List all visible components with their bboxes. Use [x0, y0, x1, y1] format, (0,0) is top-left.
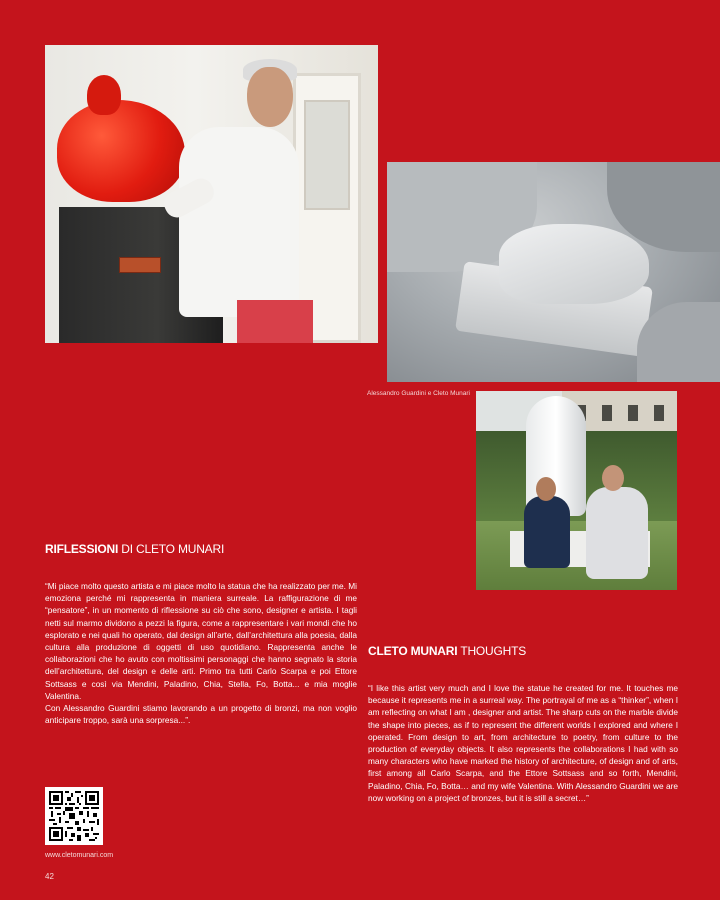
website-link[interactable]: www.cletomunari.com [45, 852, 114, 859]
photo-caption: Alessandro Guardini e Cleto Munari [367, 390, 470, 397]
italian-heading [45, 542, 224, 556]
photo-artist-portrait [45, 45, 378, 343]
english-heading [368, 644, 526, 658]
italian-body [45, 580, 357, 726]
photo-marble-sculpture [387, 162, 720, 382]
english-heading-bold: CLETO MUNARI [368, 644, 458, 658]
italian-paragraph-2: Con Alessandro Guardini stiamo lavorando a un progetto di bronzi, ma non voglio anticipare troppo, sarà una sorpresa...”. [45, 703, 357, 726]
italian-heading-bold: RIFLESSIONI [45, 542, 119, 556]
qr-code-icon [49, 791, 99, 841]
page-number: 42 [45, 872, 54, 881]
qr-code[interactable] [45, 787, 103, 845]
english-body: “I like this artist very much and I love the statue he created for me. It touches me because it represents me in a surreal way. The portrayal of me as a “thinker”, when I am reflecting on what I am , designer and artist. The sharp cuts on the marble divide the shape into pieces, as if to represent the different worlds I explored and where I operated. From design to art, from architecture to poetry, from culture to the production of everyday objects. It also represents the collaborations I had with so many characters who have marked the history of architecture, of design and of arts, first among all Carlo Scarpa, and the Ettore Sottsass and so forth, Mendini, Paladino, Chia, Fo, Botta… and my wife Valentina. With Alessandro Guardini we are now working on a project of bronzes, but it is still a secret…” [368, 683, 678, 803]
photo-guardini-munari [476, 391, 677, 590]
italian-paragraph-1: “Mi piace molto questo artista e mi piace molto la statua che ha realizzato per me. Mi emoziona perché mi rappresenta in maniera surreale. La raffigurazione di me “pensatore”, in un momento di riflessione su ciò che sono, designer e artista. I tagli netti sul marmo dividono a pezzi la figura, come a rappresentare i vari mondi che ho esplorato e nei quali ho operato, dal design all’arte, dall’architettura alla poesia, dalla cultura alla produzione di oggetti di uso quotidiano. Rappresenta anche le collaborazioni che ho avuto con moltissimi personaggi che hanno segnato la storia dell’architettura, del design e delle arti. Primo tra tutti Carlo Scarpa e poi Ettore Sottsass e così via Mendini, Paladino, Chia, Stella, Fo, Botta... e mia moglie Valentina. [45, 581, 357, 701]
italian-heading-rest: DI CLETO MUNARI [121, 542, 225, 556]
english-heading-rest: THOUGHTS [460, 644, 527, 658]
